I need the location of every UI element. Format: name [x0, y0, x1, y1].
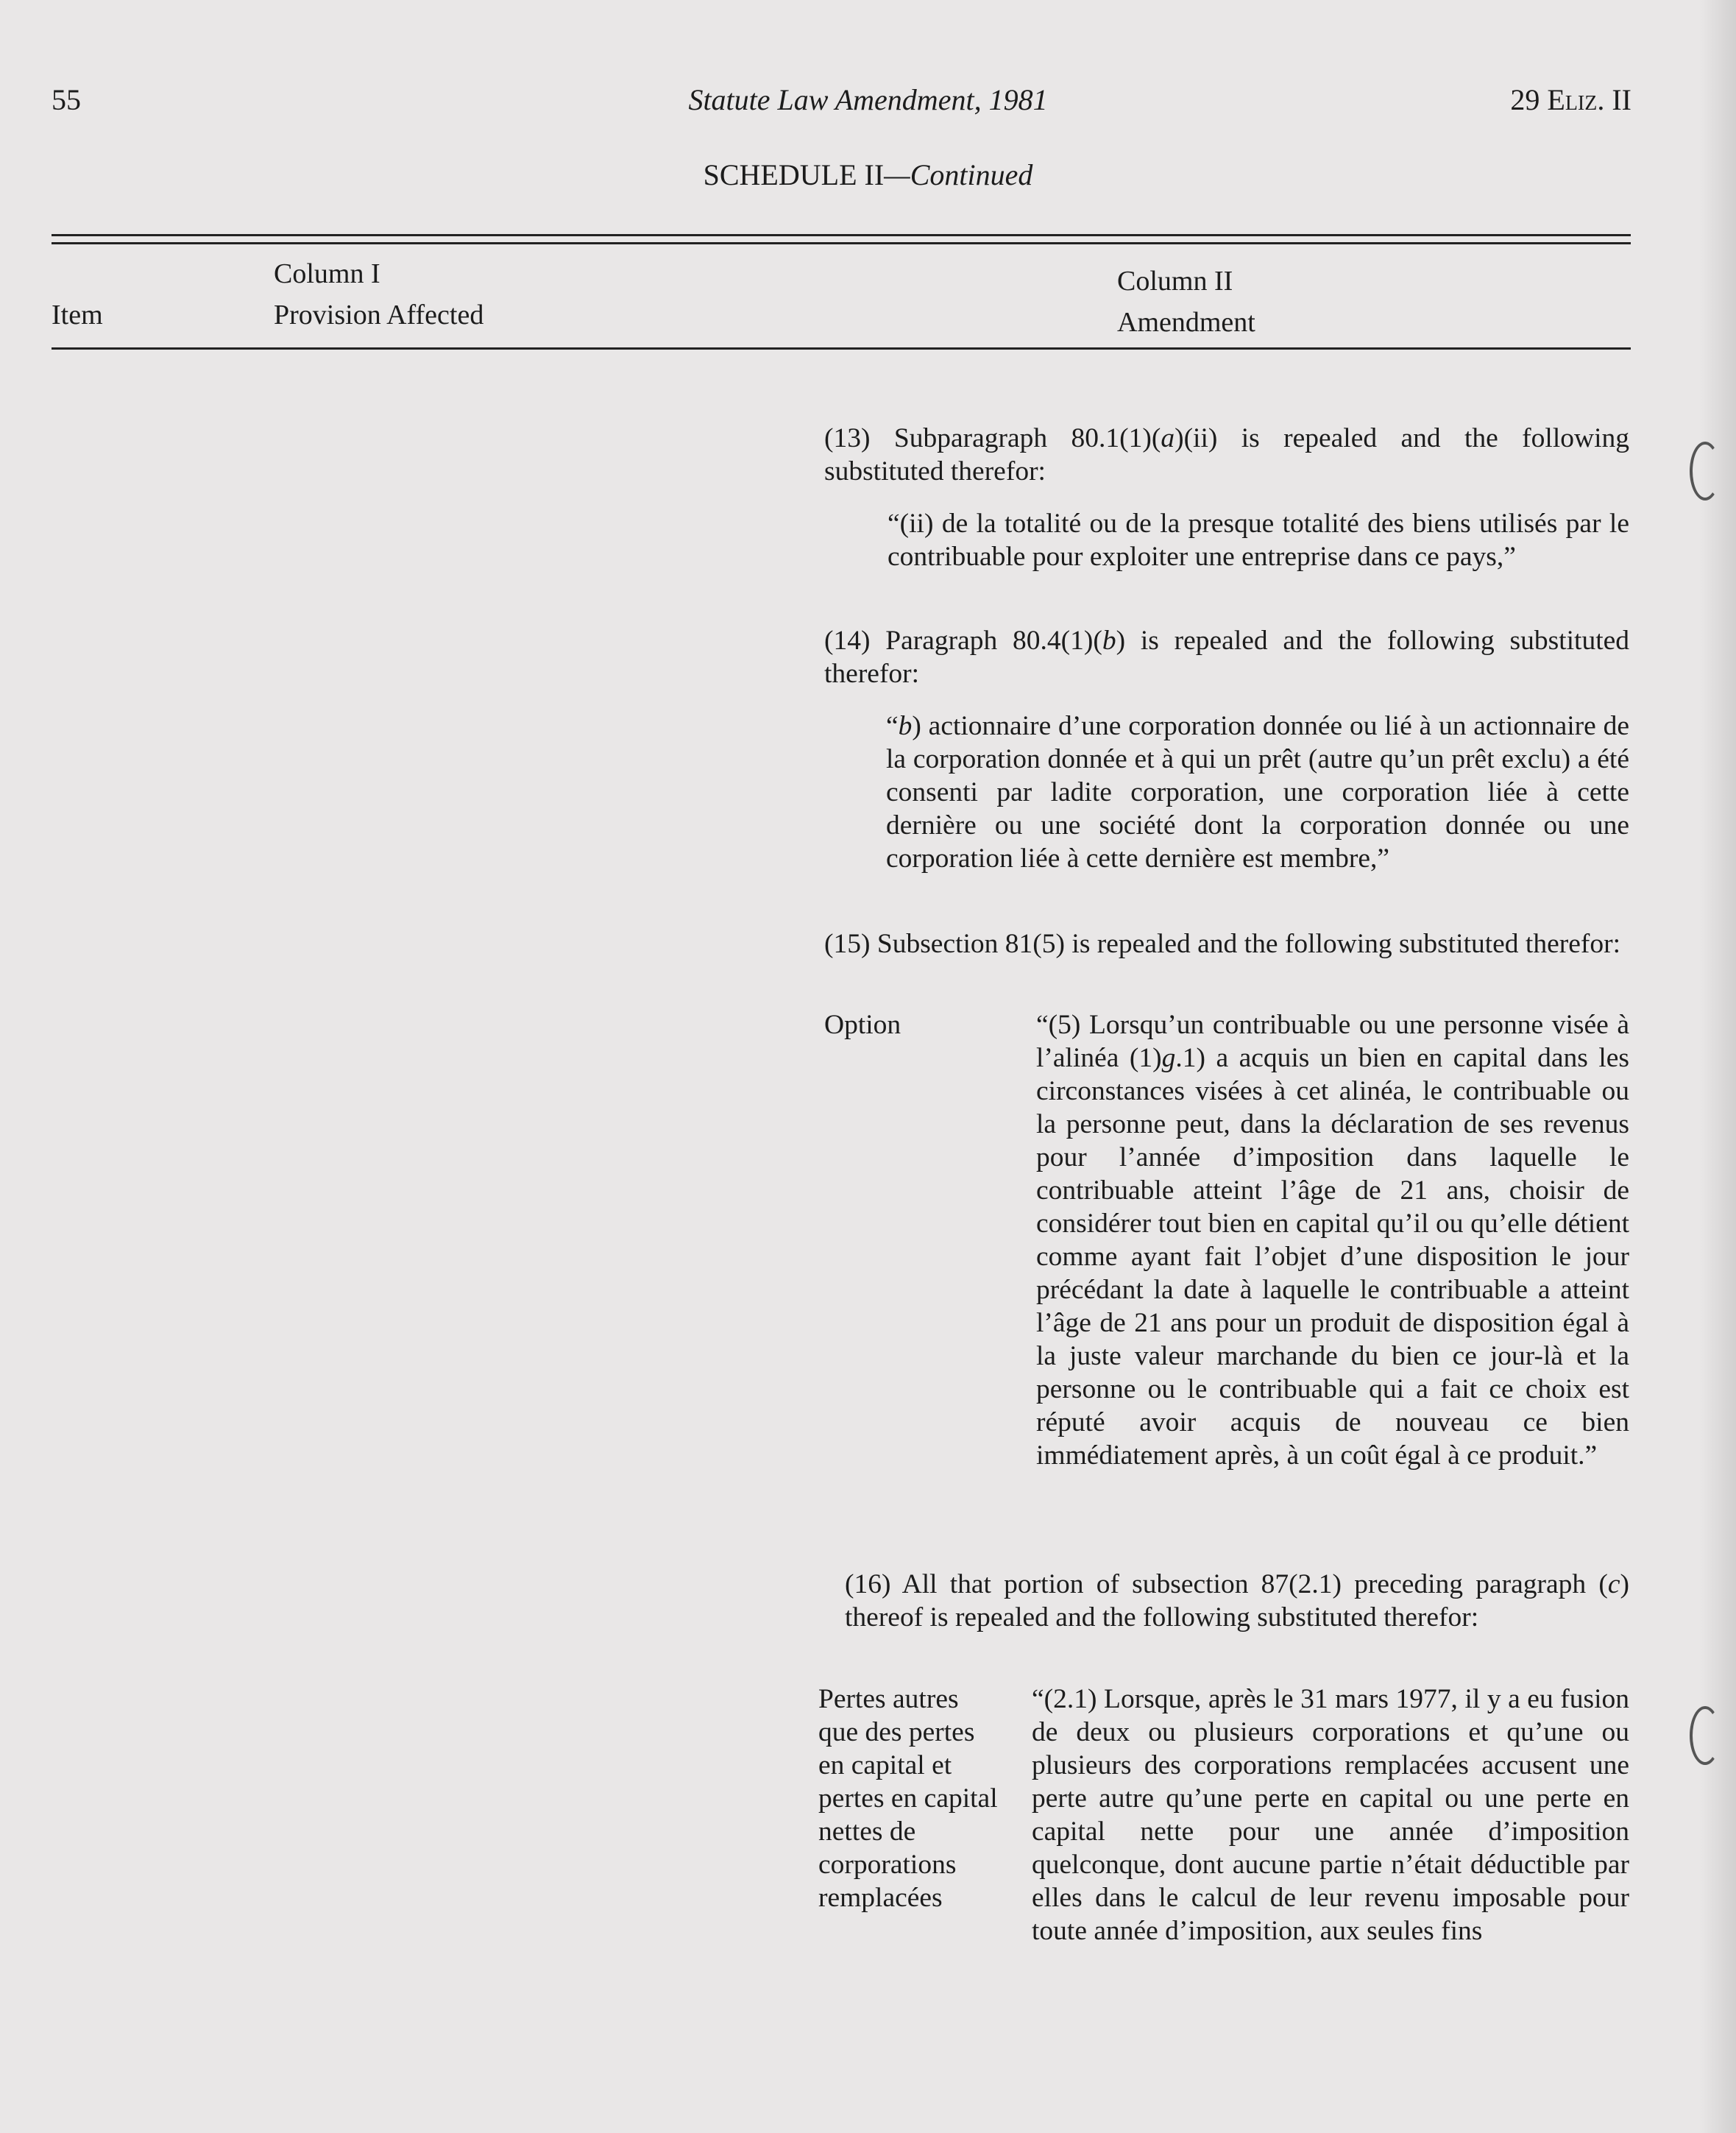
binder-hole-top	[1690, 442, 1721, 500]
entry-16-quote: “(2.1) Lorsque, après le 31 mars 1977, il y a eu fusion de deux ou plusieurs corporations et qu’une ou plusieurs des corporations remplacées accusent une perte autre qu’une perte en capital ou une perte en capital nette pour une année d’imposition quelconque, dont aucune partie n’était déductible par elles dans le calcul de leur revenu imposable pour toute année d’imposition, aux seules fins	[1032, 1684, 1629, 1946]
entry-13	[824, 422, 1629, 587]
entry-13-instruction: (13) Subparagraph 80.1(1)(a)(ii) is repealed and the following substituted therefor:	[824, 423, 1629, 487]
entry-15-marginal-note: Option	[824, 1010, 901, 1040]
entry-15-quote: “(5) Lorsqu’un contribuable ou une personne visée à l’alinéa (1)g.1) a acquis un bien en capital dans les circonstances visées à cet alinéa, le contribuable ou la personne peut, dans la déclaration de ses revenus pour l’année d’imposition dans laquelle le contribuable atteint l’âge de 21 ans, choisir de considérer tout bien en capital qu’il ou qu’elle détient comme ayant fait l’objet d’une disposition le jour précédant la date à laquelle le contribuable a atteint l’âge de 21 ans pour un produit de disposition égal à la juste valeur marchande du bien ce jour-là et la personne ou le contribuable qui a fait ce choix est réputé avoir acquis de nouveau ce bien immédiatement après, à un coût égal à ce produit.”	[1036, 1010, 1629, 1471]
header-rule-top-1	[52, 234, 1631, 236]
entry-16-instruction: (16) All that portion of subsection 87(2.1) preceding paragraph (c) thereof is repealed and the following substituted therefor:	[845, 1569, 1629, 1633]
regnal-year: 29 Eliz. II	[1510, 83, 1632, 116]
page-number: 55	[52, 83, 81, 116]
binder-hole-bottom	[1690, 1706, 1721, 1765]
column-heading-1	[274, 253, 483, 336]
column-heading-2	[1117, 261, 1255, 343]
entry-14	[824, 624, 1629, 888]
entry-16-marginal-note: Pertes autres que des pertes en capital et pertes en capital nettes de corporations remplacées	[818, 1684, 998, 1913]
column-2-title: Column II	[1117, 266, 1233, 297]
header-rule-bottom	[52, 347, 1631, 350]
entry-14-quote: “b) actionnaire d’une corporation donnée ou lié à un actionnaire de la corporation donnée et à qui un prêt (autre qu’un prêt exclu) a été consenti par ladite corporation, une corporation liée à cette dernière ou une société dont la corporation donnée ou une corporation liée à cette dernière est membre,”	[886, 711, 1629, 874]
entry-14-instruction: (14) Paragraph 80.4(1)(b) is repealed and the following substituted therefor:	[824, 626, 1630, 689]
header-rule-top-2	[52, 242, 1631, 244]
column-1-subtitle: Provision Affected	[274, 300, 484, 330]
page-edge-shadow	[1699, 0, 1736, 2133]
schedule-title: SCHEDULE II—Continued	[703, 158, 1033, 191]
entry-15-instruction: (15) Subsection 81(5) is repealed and the following substituted therefor:	[824, 929, 1621, 959]
running-title: Statute Law Amendment, 1981	[688, 83, 1048, 116]
entry-13-quote: “(ii) de la totalité ou de la presque totalité des biens utilisés par le contribuable pour exploiter une entreprise dans ce pays,”	[888, 509, 1629, 572]
column-2-subtitle: Amendment	[1117, 307, 1255, 338]
column-1-title: Column I	[274, 258, 380, 289]
column-heading-item: Item	[52, 300, 103, 330]
